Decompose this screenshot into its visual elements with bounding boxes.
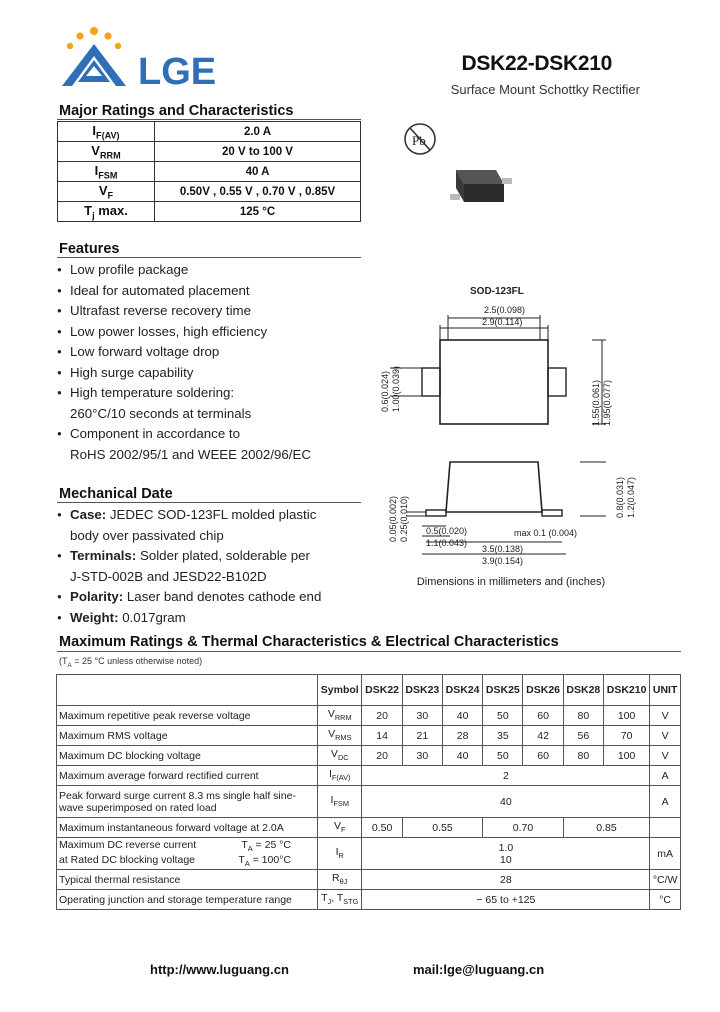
svg-text:1.95(0.077): 1.95(0.077) [602,379,612,426]
svg-text:2.9(0.114): 2.9(0.114) [482,317,523,327]
table-row: Maximum DC reverse current $T_A = 25$ °C at Rated DC blocking voltage $T_A = 100^\circ C$ $I_R$ 1.0 10 mA [57,838,681,870]
divider [57,119,361,120]
list-item: body over passivated chip [70,527,224,543]
svg-text:Pb: Pb [412,133,426,148]
svg-text:max 0.1 (0.004): max 0.1 (0.004) [514,528,578,538]
divider [57,651,681,652]
part-number: DSK22-DSK210 [461,52,612,75]
table-row: $T_j$ max. 125 °C [58,202,361,222]
svg-text:1.2(0.047): 1.2(0.047) [626,476,636,518]
svg-text:1.00(0.039): 1.00(0.039) [391,365,401,412]
svg-text:3.9(0.154): 3.9(0.154) [482,556,524,566]
list-item: ● Terminals: Solder plated, solderable per [57,546,321,567]
table-row: $I_{FSM}$ 40 A [58,162,361,182]
electrical-title: Maximum Ratings & Thermal Characteristics & Electrical Characteristics [59,634,559,650]
svg-text:0.8(0.031): 0.8(0.031) [615,476,625,518]
table-row: Operating junction and storage temperature range $T_J$, $T_{STG}$ − 65 to +125 °C [57,890,681,910]
table-row: Maximum average forward rectified current $I_{F(AV)}$ 2 A [57,766,681,786]
footer-website-link[interactable]: http://www.luguang.cn [150,962,289,977]
list-item: ● High surge capability [57,363,311,384]
rating-value: 2.0 A [155,122,361,142]
rating-value: 0.50V , 0.55 V , 0.70 V , 0.85V [155,182,361,202]
svg-text:0.25(0.010): 0.25(0.010) [399,495,409,542]
list-item: ● Case: JEDEC SOD-123FL molded plastic [57,505,321,526]
svg-text:0.5(0.020): 0.5(0.020) [426,526,468,536]
list-item: ● High temperature soldering: [57,383,311,404]
features-list [57,260,311,465]
body-outline [440,340,548,424]
major-ratings-table [57,121,361,222]
svg-text:2.5(0.098): 2.5(0.098) [484,305,526,315]
footer-email-link[interactable]: mail:lge@luguang.cn [413,962,545,977]
table-header-row: Symbol DSK22 DSK23 DSK24 DSK25 DSK26 DSK28 DSK210 UNIT [57,675,681,706]
lge-logo [56,24,246,96]
subtitle: Surface Mount Schottky Rectifier [450,82,640,97]
logo-text: LGE [138,51,217,93]
list-item: ● Polarity: Laser band denotes cathode end [57,587,321,608]
dimension-drawing [370,280,640,570]
mechanical-list [57,505,321,628]
rating-value: 20 V to 100 V [155,142,361,162]
list-item: ● Component in accordance to [57,424,311,445]
table-row: $V_{RRM}$ 20 V to 100 V [58,142,361,162]
list-item: ● Low power losses, high efficiency [57,322,311,343]
list-item: 260°C/10 seconds at terminals [70,405,252,421]
list-item: ● Low profile package [57,260,311,281]
electrical-table [56,674,681,910]
list-item: ● Ultrafast reverse recovery time [57,301,311,322]
table-row: Typical thermal resistance $R_{\theta J}$ 28 °C/W [57,870,681,890]
rating-value: 40 A [155,162,361,182]
svg-text:3.5(0.138): 3.5(0.138) [482,544,524,554]
list-item: ● Ideal for automated placement [57,281,311,302]
svg-text:0.6(0.024): 0.6(0.024) [380,370,390,412]
table-row: Maximum instantaneous forward voltage at 2.0A $V_F$ 0.50 0.55 0.70 0.85 [57,818,681,838]
logo-mark-icon [62,44,126,86]
features-title: Features [59,241,120,257]
pb-free-icon [405,124,435,154]
table-row: Maximum DC blocking voltage $V_{DC}$ 20 30 40 50 60 80 100 V [57,746,681,766]
package-illustration [392,118,522,218]
list-item: ● Weight: 0.017gram [57,608,321,629]
table-row: $I_{F(AV)}$ 2.0 A [58,122,361,142]
outline-name: SOD-123FL [470,286,524,297]
table-row: Maximum RMS voltage $V_{RMS}$ 14 21 28 35 42 56 70 V [57,726,681,746]
conditions-note: ($T_A = 25$ °C unless otherwise noted) [59,656,203,669]
divider [57,502,361,503]
svg-text:1.1(0.043): 1.1(0.043) [426,538,468,548]
list-item: J-STD-002B and JESD22-B102D [70,568,267,584]
chip-icon [450,170,512,202]
table-row: $V_F$ 0.50V , 0.55 V , 0.70 V , 0.85V [58,182,361,202]
list-item: RoHS 2002/95/1 and WEEE 2002/96/EC [70,446,311,462]
divider [57,257,361,258]
dimension-caption: Dimensions in millimeters and (inches) [416,576,606,588]
table-row: Maximum repetitive peak reverse voltage $V_{RRM}$ 20 30 40 50 60 80 100 V [57,706,681,726]
svg-text:1.55(0.061): 1.55(0.061) [591,379,601,426]
table-row: Peak forward surge current 8.3 ms single half sine- wave superimposed on rated load $I_{FSM}$ 40 A [57,786,681,818]
rating-value: 125 °C [155,202,361,222]
major-ratings-title: Major Ratings and Characteristics [59,103,294,119]
svg-text:0.05(0.002): 0.05(0.002) [388,495,398,542]
mechanical-title: Mechanical Date [59,486,173,502]
list-item: ● Low forward voltage drop [57,342,311,363]
